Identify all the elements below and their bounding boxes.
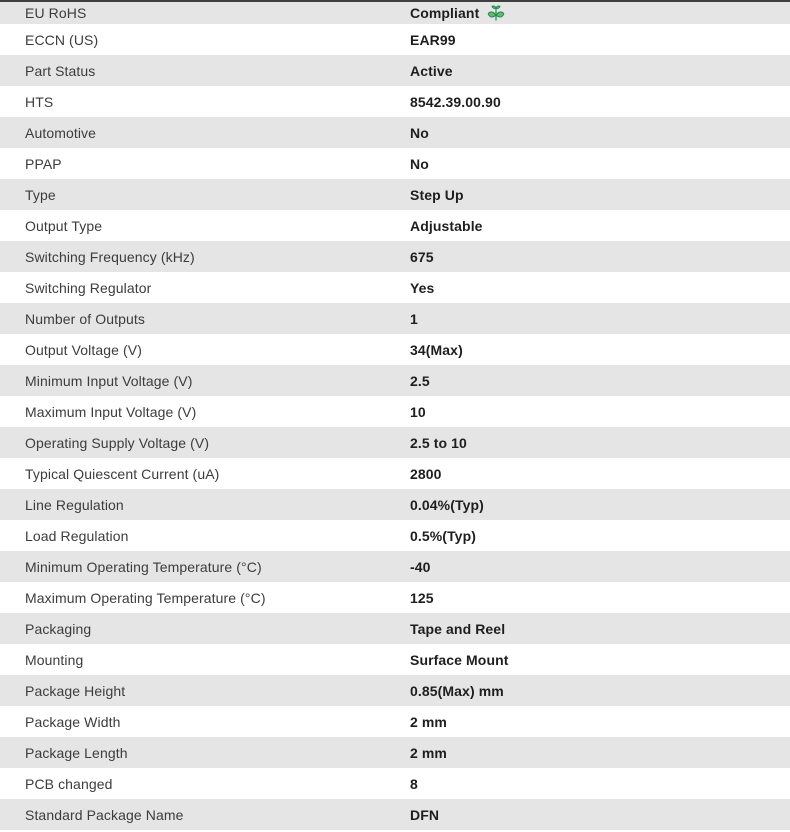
spec-value <box>410 683 790 699</box>
spec-label: PPAP <box>25 155 62 172</box>
table-row <box>0 24 790 55</box>
spec-value <box>410 32 790 48</box>
spec-label: Switching Regulator <box>25 279 152 296</box>
spec-label: Mounting <box>25 651 84 668</box>
spec-value <box>410 280 790 296</box>
spec-value <box>410 125 790 141</box>
table-row <box>0 210 790 241</box>
spec-value-text: 125 <box>410 589 434 606</box>
spec-value-text: 10 <box>410 403 426 420</box>
spec-value-text: 2800 <box>410 465 442 482</box>
spec-value <box>410 590 790 606</box>
spec-value-text: Active <box>410 62 453 79</box>
leaf-icon <box>487 5 505 21</box>
spec-value-text: Surface Mount <box>410 651 509 668</box>
table-row <box>0 582 790 613</box>
table-row <box>0 365 790 396</box>
table-row <box>0 303 790 334</box>
spec-value <box>410 652 790 668</box>
spec-value <box>410 218 790 234</box>
spec-value <box>410 776 790 792</box>
spec-value <box>410 342 790 358</box>
spec-value-text: 2 mm <box>410 713 447 730</box>
spec-label: Package Width <box>25 713 121 730</box>
table-row <box>0 2 790 24</box>
spec-label: Minimum Operating Temperature (°C) <box>25 558 262 575</box>
spec-label: ECCN (US) <box>25 31 99 48</box>
table-row <box>0 272 790 303</box>
table-row <box>0 427 790 458</box>
spec-value-text: 2 mm <box>410 744 447 761</box>
table-row <box>0 675 790 706</box>
table-row <box>0 334 790 365</box>
spec-label: Load Regulation <box>25 527 129 544</box>
table-row <box>0 489 790 520</box>
spec-label: Standard Package Name <box>25 806 184 823</box>
spec-value <box>410 404 790 420</box>
spec-label: Automotive <box>25 124 97 141</box>
spec-label: Package Height <box>25 682 126 699</box>
spec-value-text: No <box>410 155 429 172</box>
spec-label: Output Voltage (V) <box>25 341 142 358</box>
spec-value <box>410 311 790 327</box>
spec-value <box>410 497 790 513</box>
spec-value <box>410 435 790 451</box>
table-row <box>0 520 790 551</box>
table-row <box>0 737 790 768</box>
spec-value <box>410 187 790 203</box>
spec-label: PCB changed <box>25 775 113 792</box>
spec-value-text: 0.85(Max) mm <box>410 682 504 699</box>
spec-value-text: -40 <box>410 558 431 575</box>
spec-label: Packaging <box>25 620 92 637</box>
spec-value-text: Tape and Reel <box>410 620 506 637</box>
spec-label: Part Status <box>25 62 96 79</box>
table-row <box>0 241 790 272</box>
spec-value <box>410 5 790 21</box>
table-row <box>0 86 790 117</box>
table-row <box>0 117 790 148</box>
spec-value <box>410 156 790 172</box>
spec-label: Line Regulation <box>25 496 124 513</box>
spec-value <box>410 528 790 544</box>
spec-label: Maximum Input Voltage (V) <box>25 403 197 420</box>
spec-value-text: 0.04%(Typ) <box>410 496 484 513</box>
spec-label: HTS <box>25 93 54 110</box>
spec-value-text: Adjustable <box>410 217 483 234</box>
spec-label: Output Type <box>25 217 103 234</box>
spec-label: EU RoHS <box>25 5 87 21</box>
spec-value <box>410 714 790 730</box>
spec-label: Typical Quiescent Current (uA) <box>25 465 220 482</box>
spec-value <box>410 621 790 637</box>
spec-value-text: 8542.39.00.90 <box>410 93 501 110</box>
spec-label: Maximum Operating Temperature (°C) <box>25 589 266 606</box>
spec-label: Operating Supply Voltage (V) <box>25 434 210 451</box>
spec-label: Type <box>25 186 56 203</box>
table-row <box>0 799 790 830</box>
spec-value-text: 2.5 <box>410 372 430 389</box>
spec-value-text: Compliant <box>410 5 480 21</box>
spec-value <box>410 466 790 482</box>
spec-value-text: No <box>410 124 429 141</box>
spec-value-text: 675 <box>410 248 434 265</box>
spec-value <box>410 249 790 265</box>
spec-value-text: EAR99 <box>410 31 456 48</box>
spec-label: Minimum Input Voltage (V) <box>25 372 193 389</box>
table-row <box>0 55 790 86</box>
spec-label: Switching Frequency (kHz) <box>25 248 195 265</box>
table-row <box>0 148 790 179</box>
table-row <box>0 706 790 737</box>
spec-value <box>410 94 790 110</box>
table-row <box>0 768 790 799</box>
table-row <box>0 458 790 489</box>
spec-value-text: Step Up <box>410 186 464 203</box>
spec-value-text: 8 <box>410 775 418 792</box>
spec-value-text: 2.5 to 10 <box>410 434 467 451</box>
spec-label: Package Length <box>25 744 128 761</box>
table-row <box>0 396 790 427</box>
spec-value <box>410 559 790 575</box>
spec-label: Number of Outputs <box>25 310 145 327</box>
spec-value-text: DFN <box>410 806 440 823</box>
table-row <box>0 644 790 675</box>
table-row <box>0 179 790 210</box>
spec-value <box>410 807 790 823</box>
table-row <box>0 551 790 582</box>
spec-value-text: Yes <box>410 279 435 296</box>
spec-value-text: 1 <box>410 310 418 327</box>
spec-value-text: 0.5%(Typ) <box>410 527 476 544</box>
spec-value <box>410 745 790 761</box>
table-row <box>0 613 790 644</box>
spec-value-text: 34(Max) <box>410 341 463 358</box>
spec-value <box>410 63 790 79</box>
spec-value <box>410 373 790 389</box>
